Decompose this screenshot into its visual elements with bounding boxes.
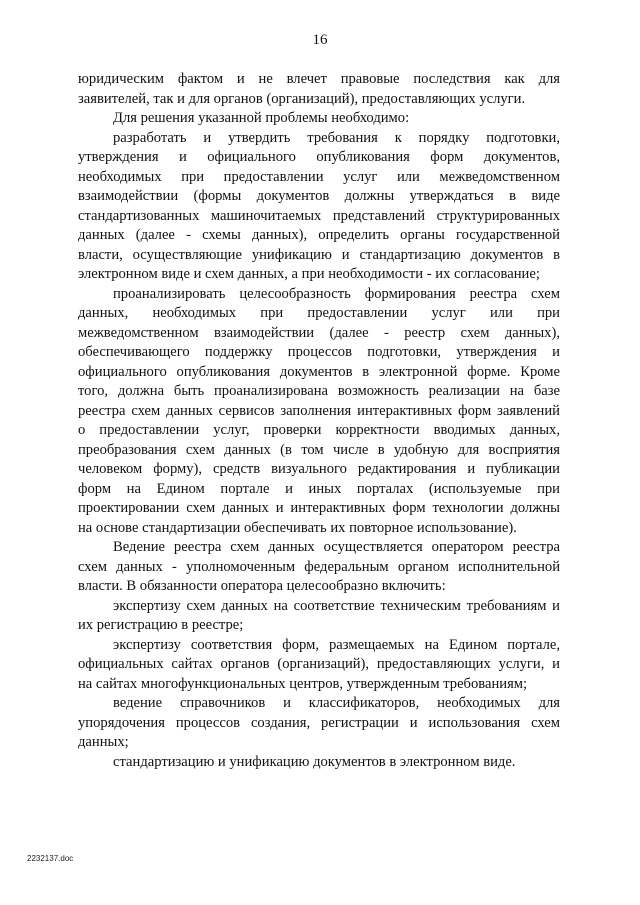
text-line: Ведение реестра схем данных осуществляется оператором реестра <box>113 539 560 555</box>
page-number: 16 <box>312 32 328 48</box>
body-text <box>78 70 560 772</box>
text-line: стандартизованных машиночитаемых представлений структурированных <box>78 207 560 224</box>
text-line: данных; <box>78 734 129 750</box>
text-line: экспертизу соответствия форм, размещаемых на Едином портале, <box>113 636 560 653</box>
text-line: данных (далее - схемы данных), определить органы государственной <box>78 227 560 243</box>
text-line: юридическим фактом и не влечет правовые последствия как для <box>78 71 560 87</box>
text-line: реестра схем данных сервисов заполнения интерактивных форм заявлений <box>78 402 560 419</box>
text-line: взаимодействии (формы документов должны утверждаться в виде <box>78 188 560 204</box>
text-line: данных, необходимых при предоставлении услуг или при <box>78 305 560 321</box>
text-line: проектировании схем данных и интерактивных форм технологии должны <box>78 500 560 516</box>
text-line: на основе стандартизации обеспечивать их повторное использование). <box>78 519 517 536</box>
text-line: власти, осуществляющие унификацию и стандартизацию документов в <box>78 246 560 263</box>
text-line: их регистрацию в реестре; <box>78 617 244 633</box>
text-line: проанализировать целесообразность формирования реестра схем <box>113 285 560 302</box>
text-line: официальных сайтах органов (организаций), предоставляющих услуги, и <box>78 656 560 672</box>
text-line: стандартизацию и унификацию документов в электронном виде. <box>113 753 516 770</box>
text-line: разработать и утвердить требования к порядку подготовки, <box>113 129 560 146</box>
text-line: ведение справочников и классификаторов, необходимых для <box>113 695 560 711</box>
file-name-footer: 2232137.doc <box>27 854 74 863</box>
text-line: преобразования схем данных (в том числе в удобную для восприятия <box>78 441 560 458</box>
text-line: обеспечивающего поддержку процессов подготовки, утверждения и <box>78 344 560 360</box>
text-line: экспертизу схем данных на соответствие техническим требованиям и <box>113 597 560 614</box>
text-line: Для решения указанной проблемы необходимо: <box>113 110 410 126</box>
text-line: межведомственном взаимодействии (далее - реестр схем данных), <box>78 324 560 341</box>
text-line: упорядочения процессов создания, регистрации и использования схем <box>78 714 560 731</box>
text-line: власти. В обязанности оператора целесообразно включить: <box>78 578 446 594</box>
text-line: форм на Едином портале и иных порталах (используемые при <box>78 480 560 497</box>
text-line: того, должна быть проанализирована возможность реализации на базе <box>78 383 560 399</box>
text-line: электронном виде и схем данных, а при необходимости - их согласование; <box>78 266 540 282</box>
text-line: утверждения и официального опубликования форм документов, <box>78 149 560 165</box>
text-line: заявителей, так и для органов (организаций), предоставляющих услуги. <box>78 90 526 107</box>
text-line: схем данных - уполномоченным федеральным органом исполнительной <box>78 558 560 575</box>
text-line: необходимых при предоставлении услуг или межведомственном <box>78 168 560 185</box>
text-line: о предоставлении услуг, проверки корректности вводимых данных, <box>78 422 560 438</box>
text-line: на сайтах многофункциональных центров, утвержденным требованиям; <box>78 675 528 692</box>
text-line: человеком форму), средств визуального редактирования и публикации <box>78 461 560 477</box>
text-line: официального опубликования документов в электронной форме. Кроме <box>78 363 560 380</box>
